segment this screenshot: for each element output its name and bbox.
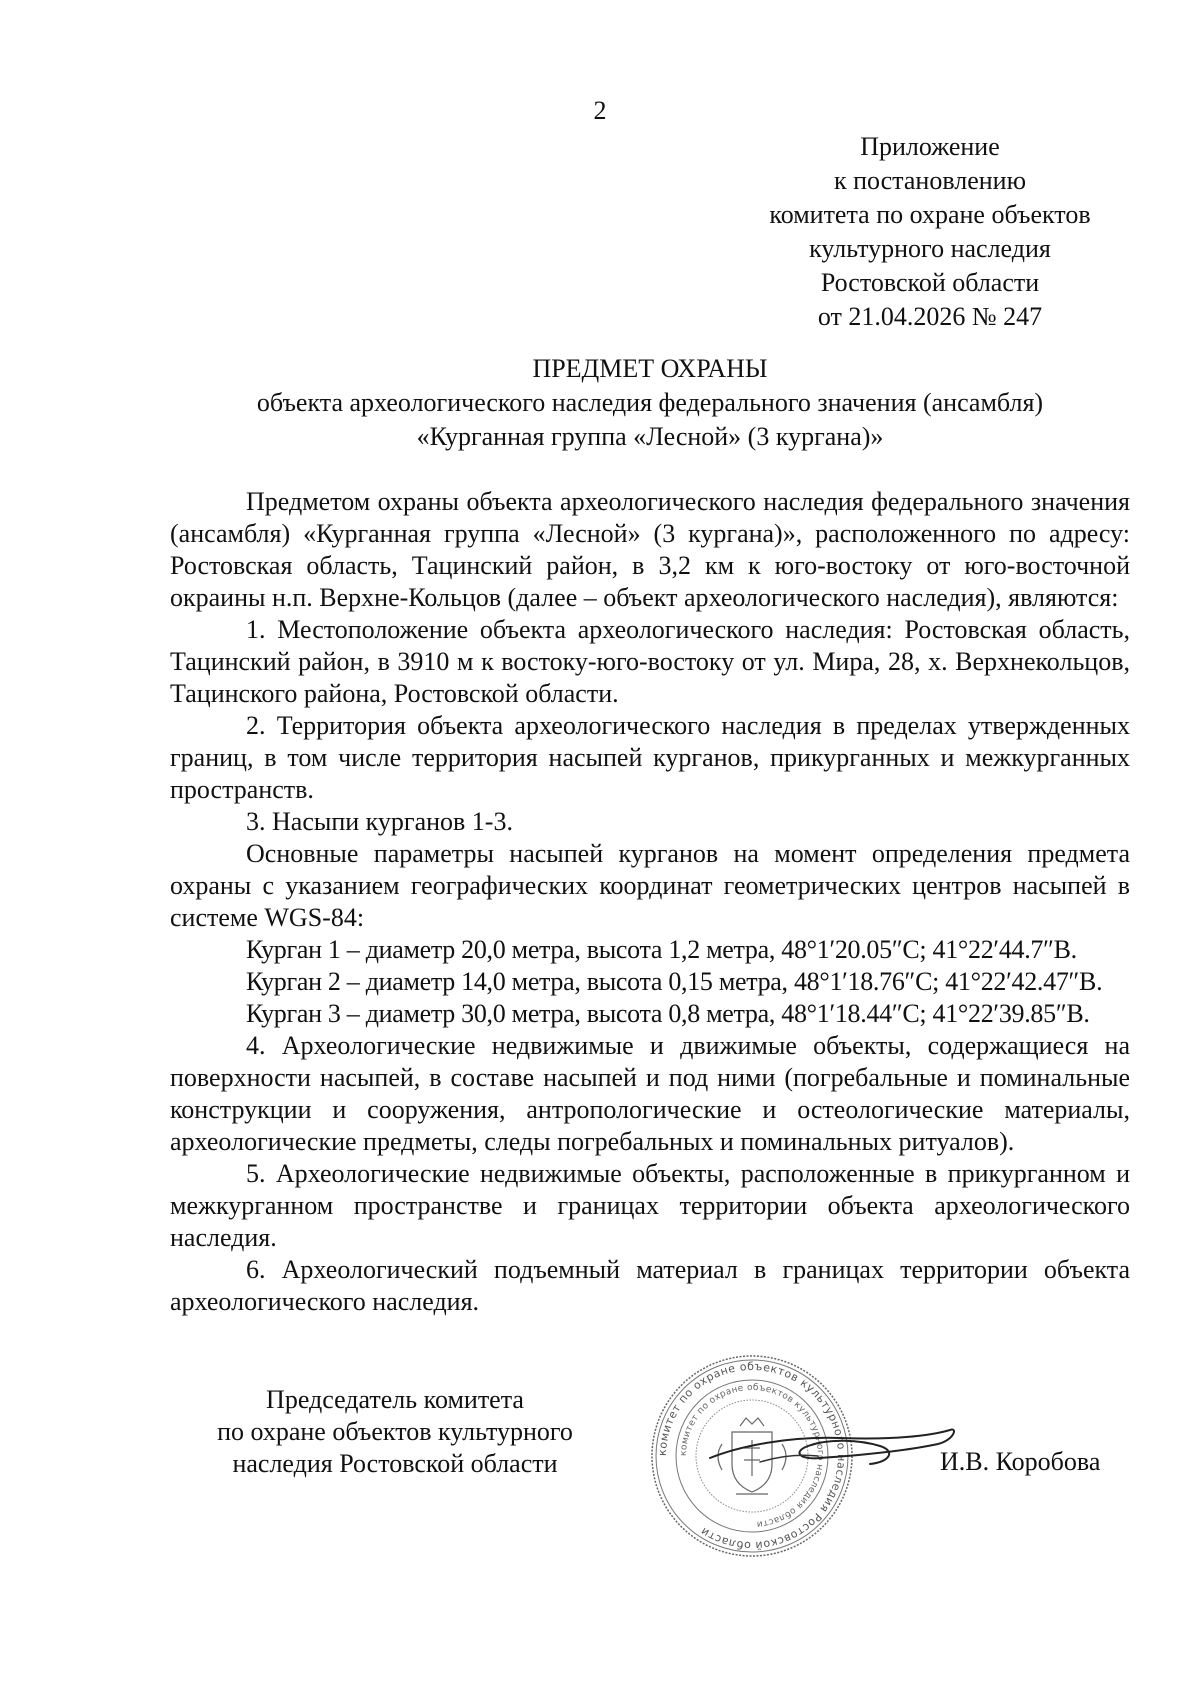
signer-name: И.В. Коробова (940, 1447, 1101, 1476)
appendix-date-number: от 21.04.2026 № 247 (817, 302, 1043, 331)
appendix-line: комитета по охране объектов (769, 200, 1091, 229)
title-heading: ПРЕДМЕТ ОХРАНЫ (532, 354, 768, 383)
item-3: 3. Насыпи курганов 1-3. (246, 807, 513, 836)
appendix-line: к постановлению (833, 166, 1027, 195)
item-5: 5. Археологические недвижимые объекты, расположенные в прикурганном и межкурганном пространстве и границах территории объекта археологического наследия. (170, 1159, 1130, 1252)
item-4: 4. Археологические недвижимые и движимые объекты, содержащиеся на поверхности насыпей, в составе насыпей и под ними (погребальные и поминальные конструкции и сооружения, антропологические и остеологические материалы, археологические предметы, следы погребальных и поминальных ритуалов). (170, 1031, 1130, 1156)
seal-inner-text: комитет по охране объектов культурного наследия области (678, 1382, 826, 1529)
item-1: 1. Местоположение объекта археологического наследия: Ростовская область, Тацинский район, в 3910 м к востоку-юго-востоку от ул. Мира, 28, х. Верхнекольцов, Тацинского района, Ростовской области. (170, 615, 1130, 708)
handwritten-signature (700, 1406, 960, 1496)
intro-paragraph: Предметом охраны объекта археологического наследия федерального значения (ансамбля) «Курганная группа «Лесной» (3 кургана)», расположенного по адресу: Ростовская область, Тацинский район, в 3,2 км к юго-востоку от юго-восточной окраины н.п. Верхне-Кольцов (далее – объект археологического наследия), являются: (170, 487, 1130, 612)
signer-position (170, 1384, 620, 1480)
document-title (170, 352, 1130, 454)
params-paragraph: Основные параметры насыпей курганов на момент определения предмета охраны с указанием географических координат геометрических центров насыпей в системе WGS-84: (170, 839, 1130, 932)
appendix-line: Приложение (860, 132, 1000, 161)
signer-position-line: Председатель комитета (266, 1385, 524, 1414)
document-body (170, 486, 1130, 1318)
appendix-line: культурного наследия (809, 234, 1051, 263)
page-number: 2 (593, 96, 607, 125)
item-2: 2. Территория объекта археологического наследия в пределах утвержденных границ, в том числе территория насыпей курганов, прикурганных и межкурганных пространств. (170, 711, 1130, 804)
kurgan-2: Курган 2 – диаметр 14,0 метра, высота 0,15 метра, 48°1′18.76″С; 41°22′42.47″В. (246, 967, 1103, 996)
title-subline: объекта археологического наследия федерального значения (ансамбля) (256, 388, 1044, 417)
signer-position-line: по охране объектов культурного (217, 1417, 573, 1446)
appendix-header (760, 130, 1100, 334)
appendix-line: Ростовской области (820, 268, 1040, 297)
item-6: 6. Археологический подъемный материал в границах территории объекта археологического наследия. (170, 1255, 1130, 1316)
kurgan-1: Курган 1 – диаметр 20,0 метра, высота 1,2 метра, 48°1′20.05″С; 41°22′44.7″В. (246, 935, 1077, 964)
seal-outer-text: комитет по охране объектов культурного наследия Ростовской области (655, 1359, 849, 1553)
title-object-name: «Курганная группа «Лесной» (3 кургана)» (416, 422, 884, 451)
signer-position-line: наследия Ростовской области (232, 1449, 558, 1478)
kurgan-3: Курган 3 – диаметр 30,0 метра, высота 0,8 метра, 48°1′18.44″С; 41°22′39.85″В. (246, 999, 1090, 1028)
